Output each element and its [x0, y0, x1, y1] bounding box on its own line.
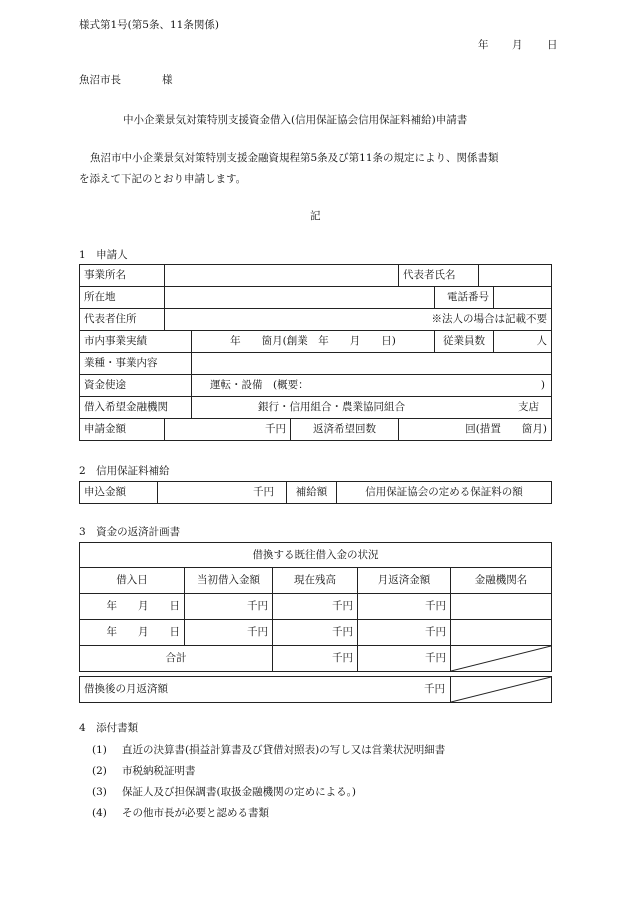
after-bank-struck — [451, 677, 552, 703]
table-row — [80, 287, 552, 309]
phone-label: 電話番号 — [435, 287, 494, 309]
applicant-table — [79, 264, 552, 441]
col-header-date: 借入日 — [80, 568, 185, 594]
bank-value: 銀行・信用組合・農業協同組合 — [258, 401, 405, 413]
table-row — [80, 646, 552, 672]
industry-field[interactable] — [192, 353, 552, 375]
rep-address-field[interactable]: ※法人の場合は記載不要 — [165, 309, 552, 331]
item-text: 市税納税証明書 — [122, 765, 196, 777]
col-header-bank: 金融機関名 — [451, 568, 552, 594]
table-row — [80, 620, 552, 646]
repayment-table-title: 借換する既往借入金の状況 — [80, 543, 552, 568]
col-header-initial: 当初借入金額 — [185, 568, 273, 594]
row2-date[interactable]: 年 月 日 — [80, 620, 185, 646]
guarantee-table — [79, 481, 552, 504]
business-name-field[interactable] — [165, 265, 399, 287]
apply-amount-label: 申込金額 — [80, 482, 158, 504]
intro-line-1: 魚沼市中小企業景気対策特別支援金融資規程第5条及び第11条の規定により、関係書類 — [90, 152, 499, 164]
item-text: その他市長が必要と認める書類 — [122, 807, 269, 819]
form-number: 様式第1号(第5条、11条関係) — [79, 19, 219, 31]
total-monthly[interactable]: 千円 — [358, 646, 451, 672]
business-name-label: 事業所名 — [80, 265, 165, 287]
table-row — [80, 309, 552, 331]
ki-label: 記 — [310, 210, 321, 222]
bank-field[interactable] — [192, 397, 552, 419]
row1-balance[interactable]: 千円 — [273, 594, 358, 620]
table-row — [80, 397, 552, 419]
subsidy-value: 信用保証協会の定める保証料の額 — [337, 482, 552, 504]
table-row — [80, 331, 552, 353]
item-number: (3) — [92, 786, 107, 798]
total-balance[interactable]: 千円 — [273, 646, 358, 672]
after-repayment-field[interactable] — [80, 677, 451, 703]
employees-label: 従業員数 — [435, 331, 494, 353]
bank-label: 借入希望金融機関 — [80, 397, 192, 419]
fund-use-close: ) — [540, 379, 545, 391]
fund-use-value: 運転・設備 (概要： — [210, 379, 309, 391]
item-number: (2) — [92, 765, 107, 777]
amount-label: 申請金額 — [80, 419, 165, 441]
table-row — [80, 265, 552, 287]
diagonal-line — [451, 677, 551, 702]
row2-bank[interactable] — [451, 620, 552, 646]
table-header-row — [80, 568, 552, 594]
rep-name-field[interactable] — [479, 265, 552, 287]
apply-amount-field[interactable]: 千円 — [158, 482, 287, 504]
fund-use-label: 資金使途 — [80, 375, 192, 397]
total-label: 合計 — [80, 646, 273, 672]
after-repayment-table — [79, 676, 552, 703]
amount-field[interactable]: 千円 — [165, 419, 291, 441]
row2-monthly[interactable]: 千円 — [358, 620, 451, 646]
repay-count-label: 返済希望回数 — [291, 419, 399, 441]
bank-branch: 支店 — [518, 401, 539, 413]
item-text: 直近の決算書(損益計算書及び貸借対照表)の写し又は営業状況明細書 — [122, 744, 446, 756]
row2-balance[interactable]: 千円 — [273, 620, 358, 646]
row1-bank[interactable] — [451, 594, 552, 620]
honorific: 様 — [162, 74, 173, 86]
col-header-monthly: 月返済金額 — [358, 568, 451, 594]
table-row — [80, 594, 552, 620]
repay-count-field[interactable]: 回(措置 箇月) — [399, 419, 552, 441]
table-row — [80, 543, 552, 568]
section2-heading: 2 信用保証料補給 — [79, 465, 170, 477]
after-repayment-unit: 千円 — [424, 683, 445, 695]
section4-heading: 4 添付書類 — [79, 722, 139, 734]
city-record-label: 市内事業実績 — [80, 331, 192, 353]
table-row — [80, 677, 552, 703]
location-label: 所在地 — [80, 287, 165, 309]
row1-date[interactable]: 年 月 日 — [80, 594, 185, 620]
row1-monthly[interactable]: 千円 — [358, 594, 451, 620]
repayment-table — [79, 542, 552, 672]
table-row — [80, 419, 552, 441]
diagonal-line — [451, 646, 551, 671]
subsidy-label: 補給額 — [287, 482, 337, 504]
fund-use-field[interactable] — [192, 375, 552, 397]
item-text: 保証人及び担保調書(取扱金融機関の定めによる。) — [122, 786, 356, 798]
table-row — [80, 353, 552, 375]
phone-field[interactable] — [494, 287, 552, 309]
rep-name-label: 代表者氏名 — [399, 265, 479, 287]
table-row — [80, 375, 552, 397]
industry-label: 業種・事業内容 — [80, 353, 192, 375]
row1-initial[interactable]: 千円 — [185, 594, 273, 620]
after-repayment-label: 借換後の月返済額 — [84, 683, 168, 695]
rep-address-label: 代表者住所 — [80, 309, 165, 331]
total-bank-struck — [451, 646, 552, 672]
city-record-field[interactable]: 年 箇月(創業 年 月 日) — [192, 331, 435, 353]
col-header-balance: 現在残高 — [273, 568, 358, 594]
intro-line-2: を添えて下記のとおり申請します。 — [79, 173, 247, 185]
page-title: 中小企業景気対策特別支援資金借入(信用保証協会信用保証料補給)申請書 — [123, 114, 468, 126]
addressee: 魚沼市長 — [79, 74, 121, 86]
section1-heading: 1 申請人 — [79, 249, 128, 261]
section3-heading: 3 資金の返済計画書 — [79, 526, 181, 538]
item-number: (4) — [92, 807, 107, 819]
location-field[interactable] — [165, 287, 435, 309]
date-day-label: 日 — [547, 39, 558, 51]
row2-initial[interactable]: 千円 — [185, 620, 273, 646]
date-year-label: 年 — [478, 39, 489, 51]
table-row — [80, 482, 552, 504]
employees-field[interactable]: 人 — [494, 331, 552, 353]
item-number: (1) — [92, 744, 107, 756]
date-month-label: 月 — [512, 39, 523, 51]
